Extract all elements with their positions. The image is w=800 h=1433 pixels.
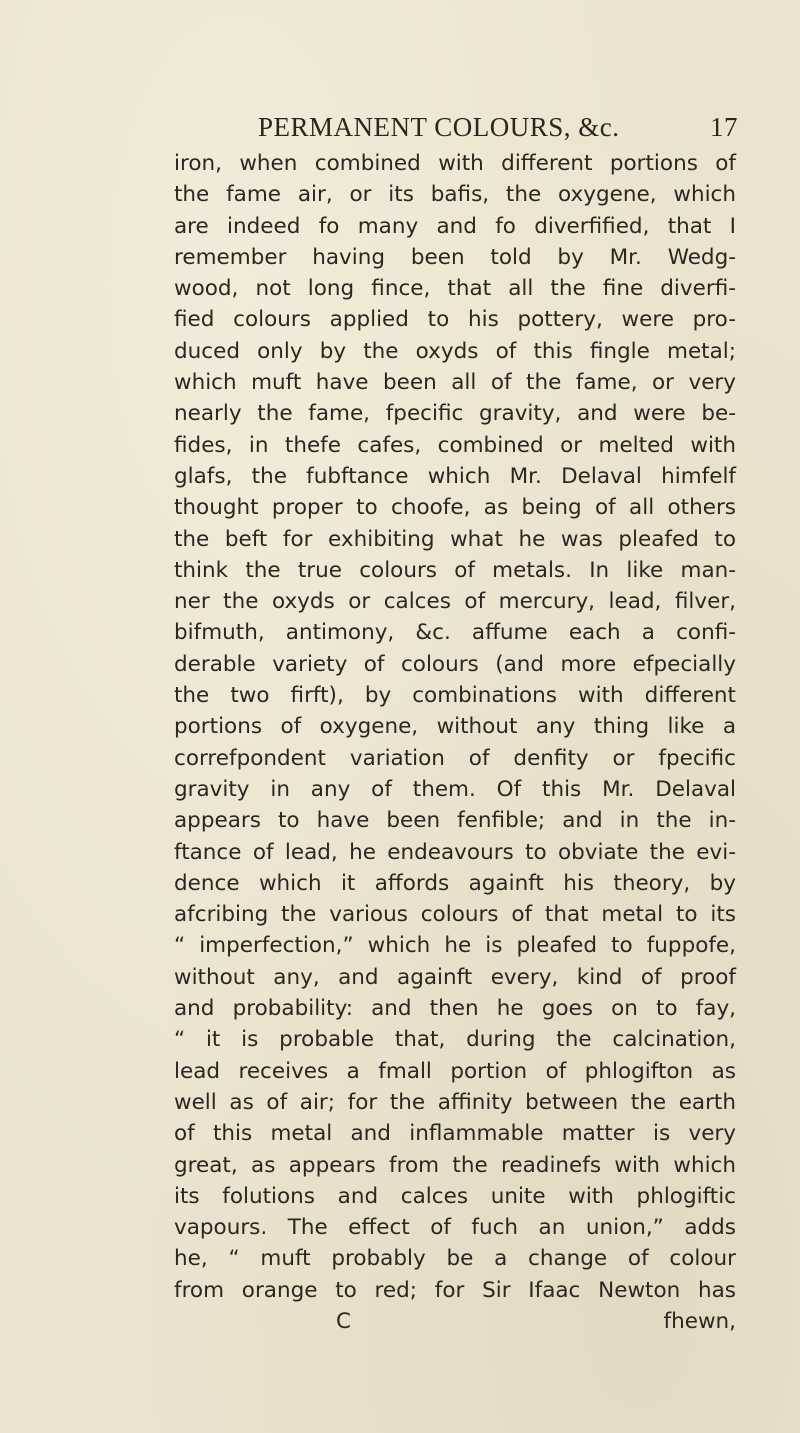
text-line: “ imperfection,” which he is pleafed to fuppofe, [174,933,736,959]
text-line: glafs, the fubftance which Mr. Delaval himfelf [174,463,736,489]
text-line: he, “ muft probably be a change of colour [174,1246,736,1272]
text-line: fides, in thefe cafes, combined or melted with [174,432,736,458]
text-line: are indeed fo many and fo diverfified, that I [174,213,736,239]
text-line: derable variety of colours (and more efpecially [174,651,736,677]
text-line: ftance of lead, he endeavours to obviate the evi- [174,839,736,865]
text-line: portions of oxygene, without any thing like a [174,714,736,740]
text-line: without any, and againft every, kind of proof [174,964,736,990]
text-line: ner the oxyds or calces of mercury, lead, filver, [174,589,736,615]
page-number: 17 [710,112,738,142]
footer-line [174,1306,736,1337]
text-line: correfpondent variation of denfity or fpecific [174,745,736,771]
text-line: the beft for exhibiting what he was pleafed to [174,526,736,552]
running-head: PERMANENT COLOURS, &c. [258,112,620,142]
text-line: iron, when combined with different portions of [174,151,736,176]
text-line: thought proper to choofe, as being of all others [174,495,736,521]
text-line: remember having been told by Mr. Wedg- [174,244,736,270]
text-line: gravity in any of them. Of this Mr. Delaval [174,776,736,802]
text-line: from orange to red; for Sir Ifaac Newton has [174,1277,736,1303]
text-line: lead receives a fmall portion of phlogifton as [174,1058,736,1084]
text-line: great, as appears from the readinefs with which [174,1152,736,1178]
text-line: which muft have been all of the fame, or very [174,370,736,396]
text-line: of this metal and inflammable matter is very [174,1121,736,1147]
text-line: dence which it affords againft his theory, by [174,870,736,896]
signature-mark: C [336,1308,352,1334]
text-line: think the true colours of metals. In like man- [174,557,736,583]
text-line: the two firft), by combinations with different [174,683,736,709]
body-text [174,148,736,1337]
text-line: vapours. The effect of fuch an union,” adds [174,1215,736,1241]
text-line: the fame air, or its bafis, the oxygene, which [174,182,736,208]
text-line: duced only by the oxyds of this fingle metal; [174,338,736,364]
text-line: its folutions and calces unite with phlogiftic [174,1183,736,1209]
text-line: nearly the fame, fpecific gravity, and were be- [174,401,736,427]
text-line: wood, not long fince, that all the fine diverfi- [174,276,736,302]
page-header [258,112,738,146]
text-line: “ it is probable that, during the calcination, [174,1027,736,1053]
text-line: and probability: and then he goes on to fay, [174,996,736,1022]
text-line: well as of air; for the affinity between the earth [174,1089,736,1115]
catchword: fhewn, [663,1308,736,1334]
text-line: fied colours applied to his pottery, were pro- [174,307,736,333]
text-line: appears to have been fenfible; and in the in- [174,808,736,834]
text-line: bifmuth, antimony, &c. affume each a confi- [174,620,736,646]
text-line: afcribing the various colours of that metal to its [174,902,736,928]
